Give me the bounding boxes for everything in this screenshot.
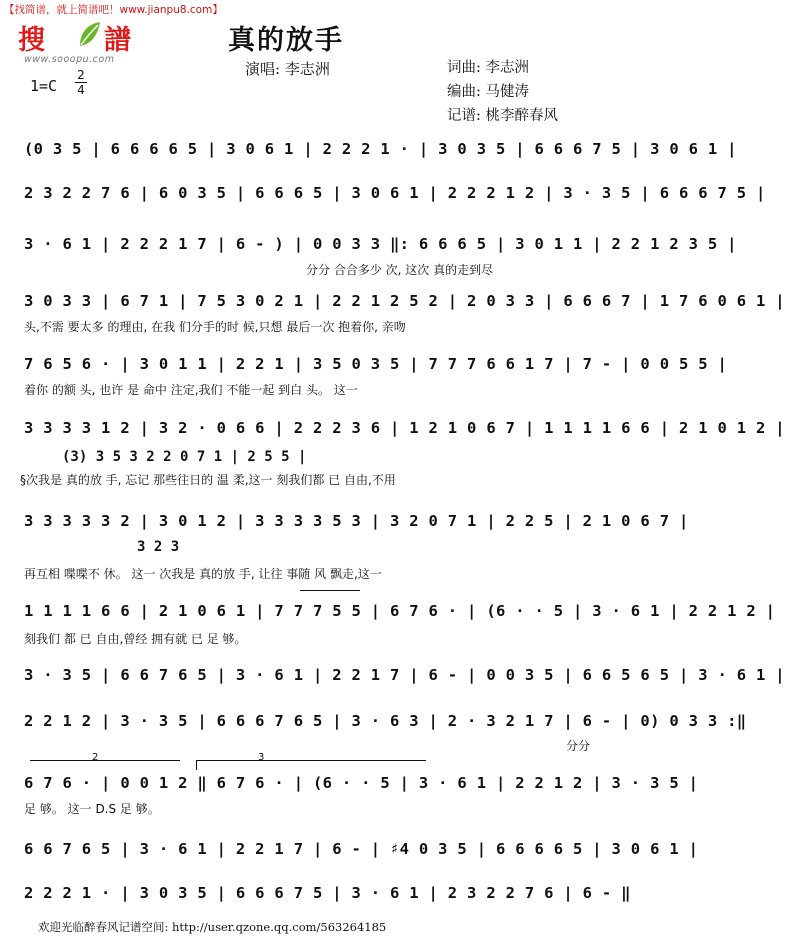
- leaf-logo-icon: [76, 20, 102, 50]
- lyric-line: 刻我们 都 已 自由,曾经 拥有就 已 足 够。: [24, 632, 247, 646]
- lyric-line: 着你 的额 头, 也许 是 命中 注定,我们 不能一起 到白 头。 这一: [24, 383, 358, 397]
- logo-site-url: www.sooopu.com: [24, 54, 115, 65]
- score-line: 7 6 5 6 · | 3 0 1 1 | 2 2 1 | 3 5 0 3 5 | 7 7 7 6 6 1 7 | 7 - | 0 0 5 5 |: [24, 355, 728, 373]
- sooopu-logo[interactable]: [18, 18, 158, 76]
- lyric-line: §次我是 真的放 手, 忘记 那些往日的 温 柔,这一 刻我们都 已 自由,不用: [20, 473, 396, 487]
- lyric-line: 头,不需 要太多 的理由, 在我 们分手的时 候,只想 最后一次 抱着你, 亲吻: [24, 320, 406, 334]
- score-line: 3 3 3 3 3 2 | 3 0 1 2 | 3 3 3 3 5 3 | 3 2 0 7 1 | 2 2 5 | 2 1 0 6 7 |: [24, 512, 689, 530]
- transcriber-credit: 记谱: 桃李醉春风: [447, 108, 558, 124]
- composer-credit: 词曲: 李志洲: [447, 60, 529, 76]
- volta-first: [30, 760, 180, 761]
- score-line: 3 3 3 3 1 2 | 3 2 · 0 6 6 | 2 2 2 3 6 | 1 2 1 0 6 7 | 1 1 1 1 6 6 | 2 1 0 1 2 |: [24, 419, 785, 437]
- footer-note[interactable]: 欢迎光临醉春风记谱空间: http://user.qzone.qq.com/563264185: [38, 920, 387, 934]
- score-line: 2 3 2 2 7 6 | 6 0 3 5 | 6 6 6 5 | 3 0 6 1 | 2 2 2 1 2 | 3 · 3 5 | 6 6 6 7 5 |: [24, 184, 766, 202]
- score-line: (0 3 5 | 6 6 6 6 5 | 3 0 6 1 | 2 2 2 1 · | 3 0 3 5 | 6 6 6 7 5 | 3 0 6 1 |: [24, 140, 737, 158]
- time-signature: [75, 69, 87, 96]
- end-lyric: 分分: [566, 739, 591, 753]
- score-line: 6 7 6 · | 0 0 1 2 ‖ 6 7 6 · | (6 · · 5 | 3 · 6 1 | 2 2 1 2 | 3 · 3 5 |: [24, 774, 699, 792]
- score-line: 3 · 6 1 | 2 2 2 1 7 | 6 - ) | 0 0 3 3 ‖: 6 6 6 5 | 3 0 1 1 | 2 2 1 2 3 5 |: [24, 235, 737, 253]
- song-key: 1=C: [30, 77, 58, 95]
- song-title: 真的放手: [228, 25, 344, 56]
- lyric-line: 分分 合合多少 次, 这次 真的走到尽: [306, 263, 494, 277]
- score-line: 2 2 2 1 · | 3 0 3 5 | 6 6 6 7 5 | 3 · 6 1 | 2 3 2 2 7 6 | 6 - ‖: [24, 884, 631, 902]
- score-line: 6 6 7 6 5 | 3 · 6 1 | 2 2 1 7 | 6 - | ♯4 0 3 5 | 6 6 6 6 5 | 3 0 6 1 |: [24, 840, 699, 858]
- harmony-line: (3) 3 5 3 2 2 0 7 1 | 2 5 5 |: [62, 449, 307, 465]
- score-line: 3 0 3 3 | 6 7 1 | 7 5 3 0 2 1 | 2 2 1 2 5 2 | 2 0 3 3 | 6 6 6 7 | 1 7 6 0 6 1 |: [24, 292, 785, 310]
- credits: [447, 56, 558, 128]
- volta-second-hook: [196, 760, 197, 770]
- song-singer: 演唱: 李志洲: [245, 60, 330, 78]
- score-line: 1 1 1 1 6 6 | 2 1 0 6 1 | 7 7 7 5 5 | 6 7 6 · | (6 · · 5 | 3 · 6 1 | 2 2 1 2 |: [24, 602, 776, 620]
- arranger-credit: 编曲: 马健涛: [447, 84, 529, 100]
- volta-first-number: 2: [92, 752, 99, 763]
- volta-second: [196, 760, 426, 761]
- lyric-line: 再互相 喋喋不 休。 这一 次我是 真的放 手, 让往 事随 风 飘走,这一: [24, 567, 382, 581]
- lyric-line: 足 够。 这一 D.S 足 够。: [24, 802, 160, 816]
- meter-bottom: 4: [77, 83, 85, 97]
- score-line: 3 · 3 5 | 6 6 7 6 5 | 3 · 6 1 | 2 2 1 7 | 6 - | 0 0 3 5 | 6 6 5 6 5 | 3 · 6 1 |: [24, 666, 785, 684]
- harmony-line: 3 2 3: [137, 539, 180, 555]
- logo-brand-left: 搜: [18, 25, 44, 56]
- volta-second-number: 3: [258, 752, 265, 763]
- volta-bracket: [300, 590, 360, 591]
- score-line: 2 2 1 2 | 3 · 3 5 | 6 6 6 7 6 5 | 3 · 6 3 | 2 · 3 2 1 7 | 6 - | 0) 0 3 3 :‖: [24, 712, 747, 730]
- logo-brand-right: 譜: [104, 25, 131, 56]
- site-banner[interactable]: 【找简谱，就上简谱吧！www.jianpu8.com】: [4, 4, 223, 16]
- meter-top: 2: [77, 68, 85, 82]
